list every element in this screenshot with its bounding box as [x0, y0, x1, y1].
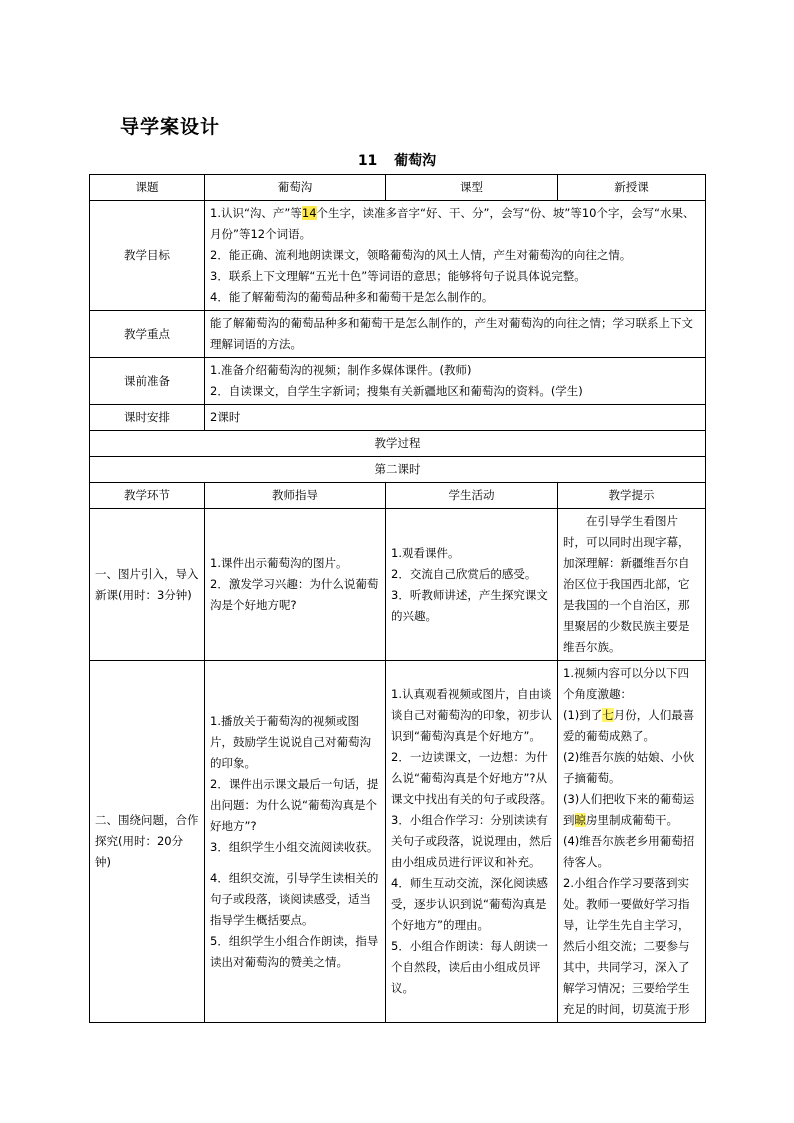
lesson-number: 11: [357, 153, 378, 169]
lesson-name: 葡萄沟: [394, 153, 437, 169]
student-2-item: 1.认真观看视频或图片，自由谈谈自己对葡萄沟的印象，初步认识到“葡萄沟真是个好地方”。: [391, 687, 552, 743]
column-header-row: [90, 483, 706, 509]
student-1: [386, 509, 558, 661]
document-title: 导学案设计: [120, 116, 221, 138]
prep-row: [90, 358, 706, 405]
student-2-item: 4．师生互动交流，深化阅读感受，逐步认识到说“葡萄沟真是个好地方”的理由。: [391, 876, 548, 932]
tip-2-item-3-highlight: 晾: [574, 813, 586, 827]
teacher-2: [205, 661, 386, 1023]
goal-1-text-a: 1.认识“沟、产”等: [210, 206, 302, 220]
schedule-label: 课时安排: [90, 405, 205, 431]
topic-value: 葡萄沟: [205, 175, 386, 201]
student-1-item: 2．交流自己欣赏后的感受。: [391, 566, 537, 581]
tip-2: [558, 661, 706, 1023]
prep-student: 2．自读课文，自学生字新词；搜集有关新疆地区和葡萄沟的资料。(学生): [210, 384, 583, 398]
keypoints-label: 教学重点: [90, 311, 205, 358]
student-2: [386, 661, 558, 1023]
keypoints-row: [90, 311, 706, 358]
prep-label: 课前准备: [90, 358, 205, 405]
type-value: 新授课: [558, 175, 706, 201]
tip-2-item-5: 2.小组合作学习要落到实处。教师一要做好学习指导，让学生先自主学习，然后小组交流；二要参与其中，共同学习，深入了解学习情况；三要给学生充足的时间，切莫流于形: [563, 876, 690, 1016]
goal-4: 4．能了解葡萄沟的葡萄品种多和葡萄干是怎么制作的。: [210, 290, 494, 304]
teacher-1: [205, 509, 386, 661]
goal-1-highlight: 14: [301, 206, 317, 220]
schedule-value: 2课时: [205, 405, 706, 431]
goals-row: [90, 201, 706, 311]
student-1-item: 1.观看课件。: [391, 545, 460, 560]
lesson-title: [0, 150, 794, 170]
prep-content: [205, 358, 706, 405]
goal-1-text-b: 个生字，读准多音字“好、干、分”，会写“份、坡”等10个字，会写“水果、月份”等12个词语。: [210, 206, 695, 241]
teacher-1-item: 1.课件出示葡萄沟的图片。: [210, 556, 348, 570]
goal-1: [210, 203, 700, 245]
process-title: 教学过程: [90, 431, 706, 457]
teacher-2-item: 4．组织交流，引导学生读相关的句子或段落，谈阅读感受，适当指导学生概括要点。: [210, 870, 379, 927]
stage-2: 二、围绕问题，合作探究(用时：20分钟): [90, 661, 205, 1023]
teacher-2-item: 5．组织学生小组合作朗读，指导读出对葡萄沟的赞美之情。: [210, 933, 379, 969]
tip-1: 在引导学生看图片时，可以同时出现字幕，加深理解：新疆维吾尔自治区位于我国西北部，它是我国的一个自治区，那里聚居的少数民族主要是维吾尔族。: [558, 509, 706, 661]
student-2-item: 5．小组合作朗读：每人朗读一个自然段，读后由小组成员评议。: [391, 939, 548, 995]
session-row: [90, 457, 706, 483]
tip-2-item-1-a: (1)到了: [563, 708, 603, 722]
col-header-teacher: 教师指导: [205, 483, 386, 509]
col-header-tip: 教学提示: [558, 483, 706, 509]
keypoints-content: 能了解葡萄沟的葡萄品种多和葡萄干是怎么制作的，产生对葡萄沟的向往之情；学习联系上下文理解词语的方法。: [205, 311, 706, 358]
goal-2: 2．能正确、流利地朗读课文，领略葡萄沟的风土人情，产生对葡萄沟的向往之情。: [210, 248, 632, 262]
student-1-item: 3．听教师讲述，产生探究课文的兴趣。: [391, 587, 548, 623]
tip-2-item-1-highlight: 七: [602, 708, 614, 722]
student-2-item: 3．小组合作学习：分别读读有关句子或段落，说说理由，然后由小组成员进行评议和补充。: [391, 813, 552, 869]
topic-label: 课题: [90, 175, 205, 201]
tip-2-item-3-a: (3)人们把收下来的葡萄运到: [563, 792, 695, 827]
prep-teacher: 1.准备介绍葡萄沟的视频；制作多媒体课件。(教师): [210, 363, 472, 377]
student-2-item: 2．一边读课文，一边想：为什么说“葡萄沟真是个好地方”?从课文中找出有关的句子或段落。: [391, 750, 552, 806]
teacher-2-item: 2．课件出示课文最后一句话，提出问题：为什么说“葡萄沟真是个好地方”?: [210, 776, 379, 833]
session-title: 第二课时: [90, 457, 706, 483]
col-header-stage: 教学环节: [90, 483, 205, 509]
teacher-2-item: 1.播放关于葡萄沟的视频或图片，鼓励学生说说自己对葡萄沟的印象。: [210, 713, 371, 770]
teacher-2-item: 3．组织学生小组交流阅读收获。: [210, 839, 379, 854]
process-title-row: [90, 431, 706, 457]
col-header-student: 学生活动: [386, 483, 558, 509]
tip-2-item-1-b: 月份，人们最喜爱的葡萄成熟了。: [563, 708, 695, 743]
tip-2-intro: 1.视频内容可以分以下四个角度激趣：: [563, 666, 689, 701]
lesson-plan-table: [89, 174, 706, 1023]
tip-2-item-2: (2)维吾尔族的姑娘、小伙子摘葡萄。: [563, 750, 695, 785]
goals-content: [205, 201, 706, 311]
table-row: [90, 661, 706, 1023]
topic-row: [90, 175, 706, 201]
goal-3: 3．联系上下文理解“五光十色”等词语的意思；能够将句子说具体说完整。: [210, 269, 586, 283]
tip-2-item-3: [563, 789, 700, 831]
schedule-row: [90, 405, 706, 431]
tip-2-item-1: [563, 705, 700, 747]
teacher-1-item: 2．激发学习兴趣：为什么说葡萄沟是个好地方呢?: [210, 577, 379, 612]
tip-2-item-3-b: 房里制成葡萄干。: [586, 813, 678, 827]
type-label: 课型: [386, 175, 558, 201]
goals-label: 教学目标: [90, 201, 205, 311]
table-row: [90, 509, 706, 661]
stage-1: 一、图片引入，导入新课(用时：3分钟): [90, 509, 205, 661]
tip-2-item-4: (4)维吾尔族老乡用葡萄招待客人。: [563, 834, 695, 869]
